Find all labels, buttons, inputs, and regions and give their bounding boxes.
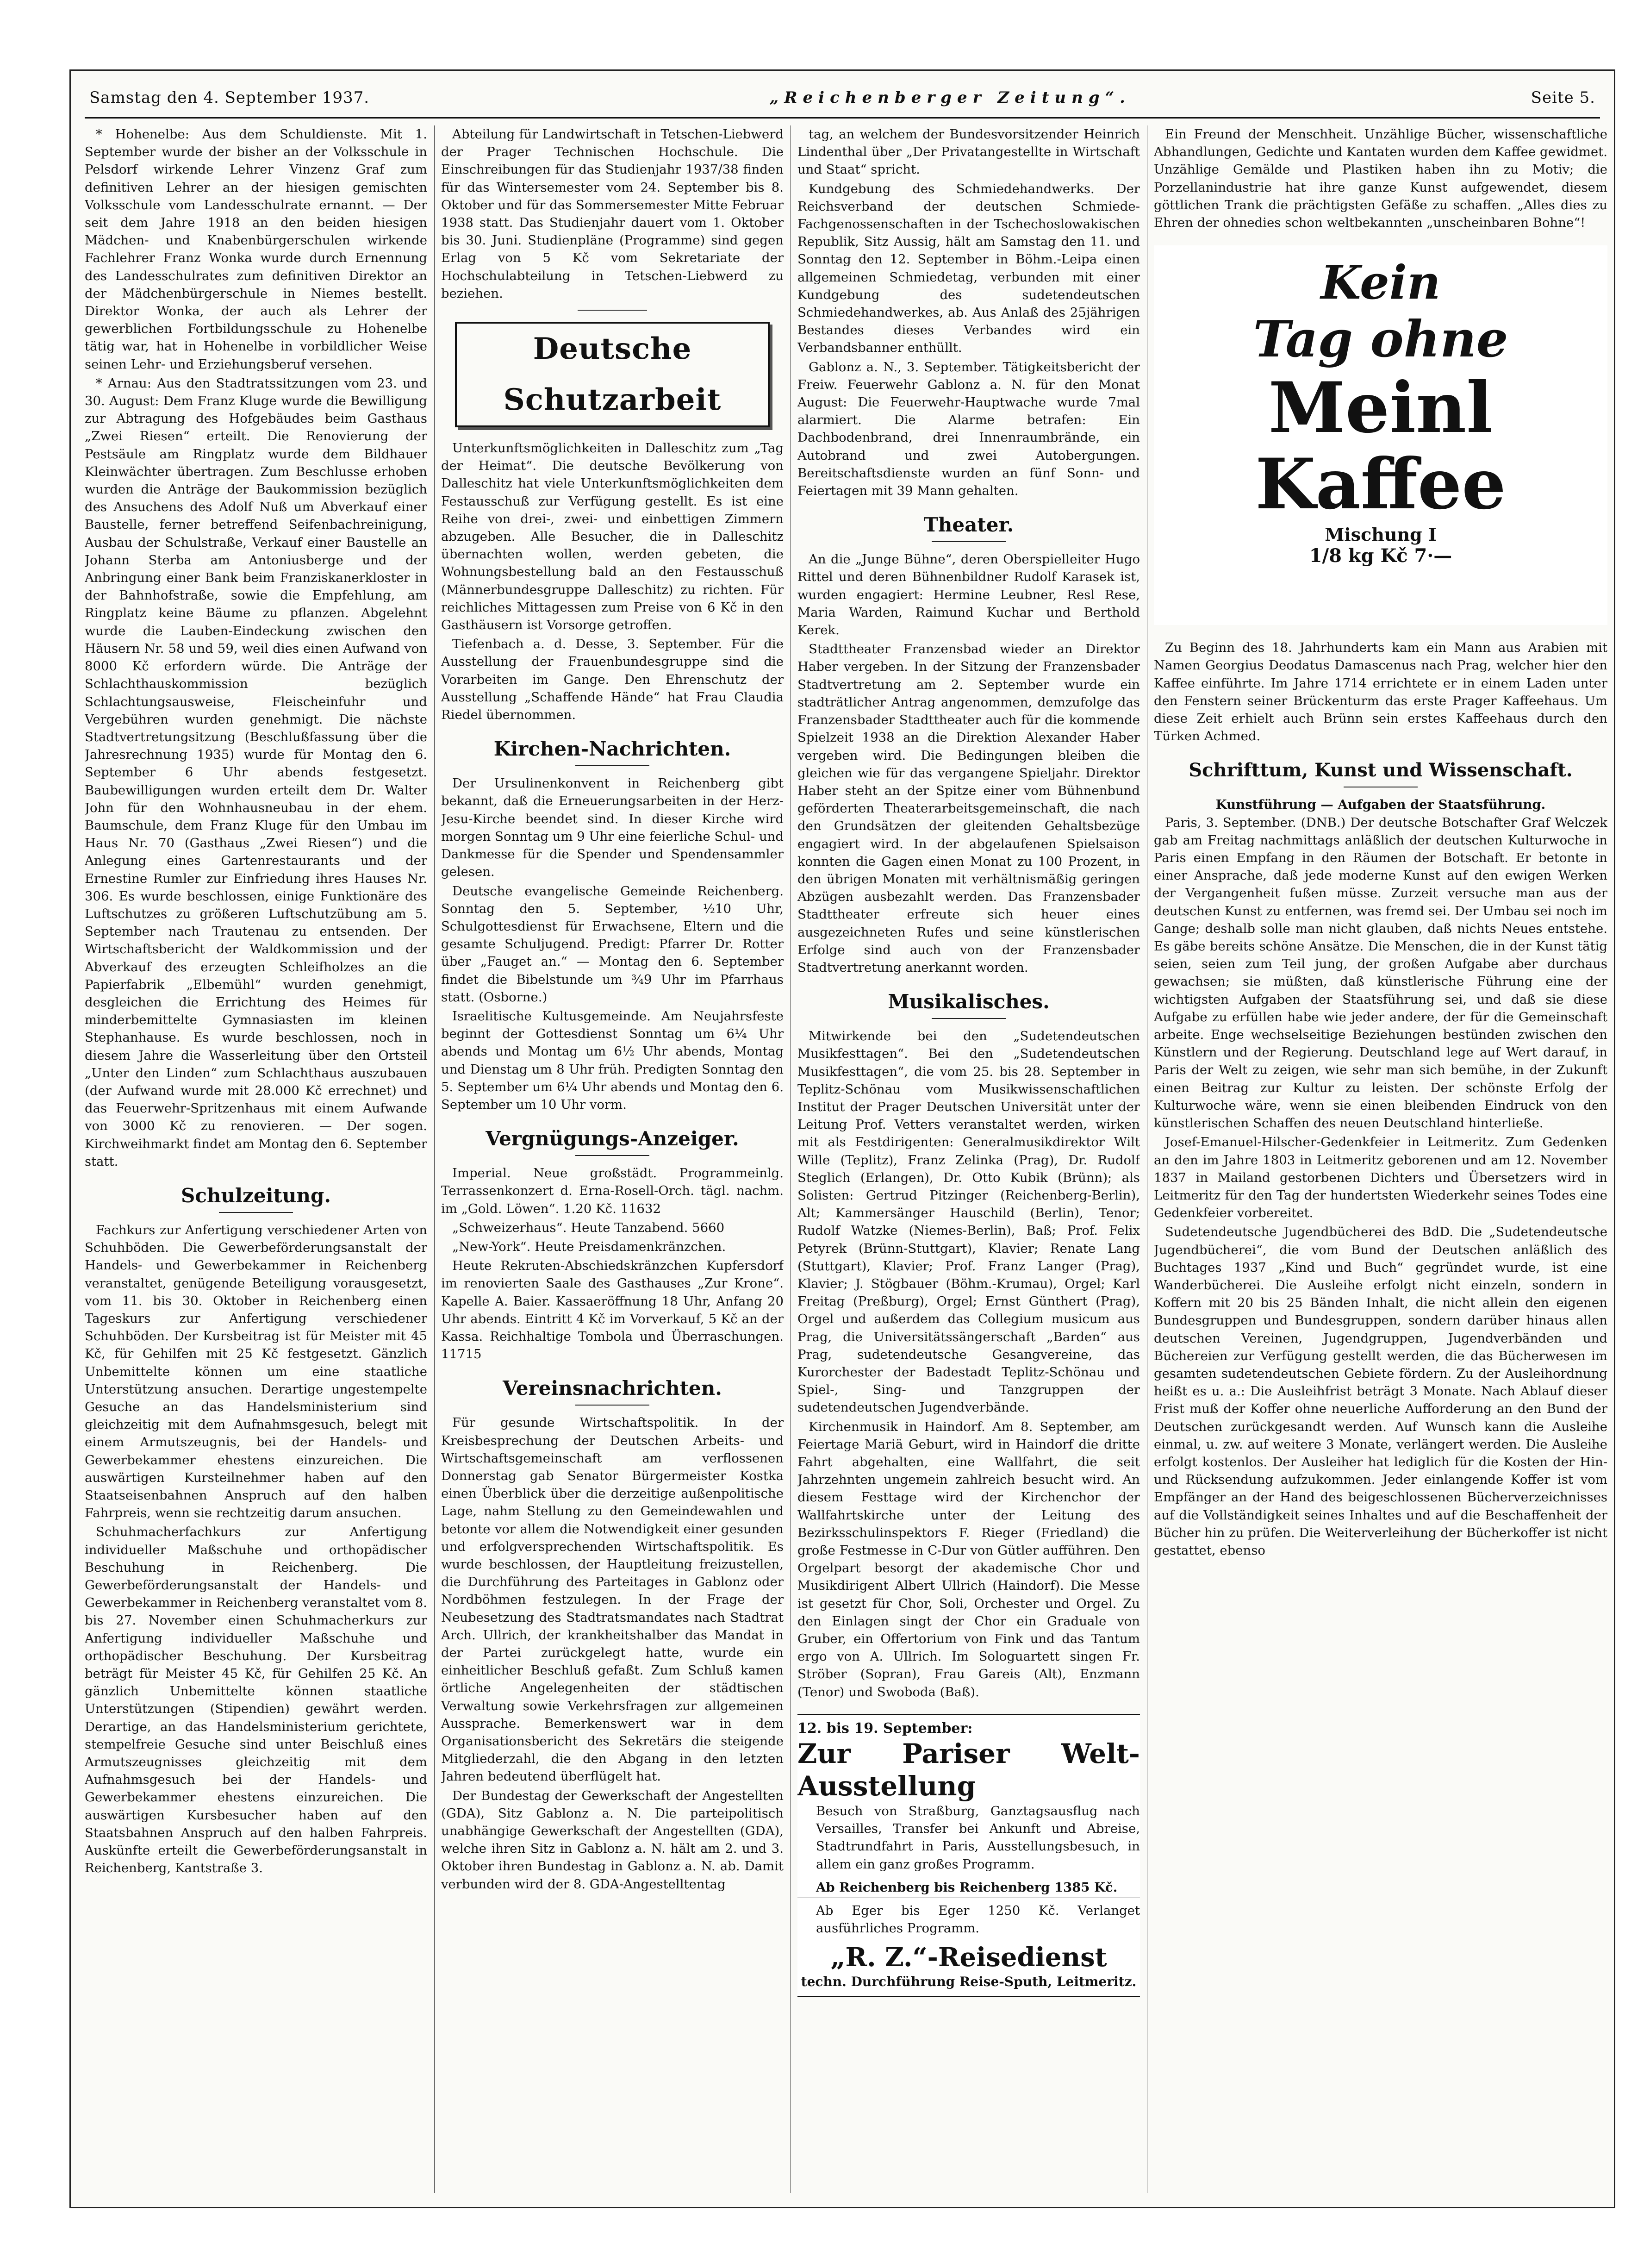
ad-alt-price: Ab Eger bis Eger 1250 Kč. Verlanget ausführliches Programm. — [816, 1903, 1140, 1936]
article-kultusgemeinde: Israelitische Kultusgemeinde. Am Neujahrsfeste beginnt der Gottesdienst Sonntag um 6¼ Uhr abends und Montag um 6½ Uhr abends, Montag und Dienstag um 8 Uhr früh. Predigten Sonntag den 5. September um 6¼ Uhr abends und Montag den 6. September um 10 Uhr vorm. — [441, 1008, 784, 1112]
article-wirtschaftspolitik: Für gesunde Wirtschaftspolitik. In der Kreisbesprechung der Deutschen Arbeits- und Wirtschaftsgemeinschaft am verflossenen Donnerstag gab Senator Bürgermeister Kostka einen Überblick über die derzeitige außenpolitische Lage, nahm Stellung zu den Gemeindewahlen und betonte vor allem die Notwendigkeit einer gesunden und erfolgversprechenden Wirtschaftspolitik. Es wurde beschlossen, der Hauptleitung freizustellen, die Durchführung des Parteitages in Gablonz oder Nordböhmen festzulegen. In der Frage der Neubesetzung des Stadtratsmandates nach Stadtrat Arch. Ullrich, der krankheitshalber das Mandat in der Partei zurückgelegt hatte, wurde ein einheitlicher Beschluß gefaßt. Zum Schluß kamen örtliche Angelegenheiten der städtischen Verwaltung sowie Verkehrsfragen zur allgemeinen Aussprache. Bemerkenswert war in dem Organisationsbericht des Sekretärs die steigende Mitgliederzahl, die den Abgang in den letzten Jahren bedeutend überflügelt hat. — [441, 1415, 784, 1784]
page-number: Seite 5. — [1531, 88, 1595, 107]
article-paris-kulturwoche: Paris, 3. September. (DNB.) Der deutsche Botschafter Graf Welczek gab am Freitag nachmittags anläßlich der deutschen Kulturwoche in Paris einen Empfang in den Räumen der Botschaft. Er betonte in einer Ansprache, daß jede moderne Kunst auf den ewigen Werken der Vergangenheit fußen müsse. Zurzeit versuche man aus der deutschen Kunst zu entfernen, was fremd sei. Der Umbau sei noch im Gange; deshalb solle man nicht glauben, daß nichts Neues entstehe. Es gäbe bereits schöne Ansätze. Die Menschen, die in der Kunst tätig seien, seien zum Teil jung, der großen Aufgabe aber durchaus gewachsen; sie müßten, daß künstlerische Führung eine der wichtigsten Aufgaben der Staatsführung sei, und daß sie diese Aufgabe zu erfüllen habe wie jeder andere, der für die Gemeinschaft arbeite. Enge wechselseitige Beziehungen bestünden zwischen den Künstlern und der Regierung. Deutschland lege auf Wert darauf, in Paris der Welt zu zeigen, wie sehr man sich bemühe, in der Zukunft einen Beitrag zur Kultur zu leisten. Der schönste Erfolg der Kulturwoche wäre, wenn sie einen bleibenden Eindruck von den künstlerischen Schaffen des neuen Deutschland hinterließe. — [1154, 815, 1607, 1131]
article-gablonz-feuerwehr: Gablonz a. N., 3. September. Tätigkeitsbericht der Freiw. Feuerwehr Gablonz a. N. für den Monat August: Die Feuerwehr-Hauptwache wurde 7mal alarmiert. Die Alarme betrafen: Ein Dachbodenbrand, drei Innenraumbrände, ein Autobrand und zwei Autobergungen. Bereitschaftsdienste wurden an fünf Sonn- und Feiertagen mit 39 Mann gehalten. — [797, 359, 1140, 499]
article-jugendbuecherei: Sudetendeutsche Jugendbücherei des BdD. Die „Sudetendeutsche Jugendbücherei“, die vom Bund der Deutschen anläßlich des Buchtages 1937 „Kind und Buch“ gegründet wurde, ist eine Wanderbücherei. Die Ausleihe erfolgt nicht einzeln, sondern in Koffern mit 20 bis 25 Bänden Inhalt, die nicht allein den eigenen Bundesgruppen und Bundesgruppen, sondern darüber hinaus allen deutschen Vereinen, Jugendgruppen, Jugendverbänden und Büchereien zur Verfügung gestellt werden, die das Bücherwesen im gesamten sudetendeutschen Gebiete fördern. Zu der Ausleihordnung heißt es u. a.: Die Ausleihfrist beträgt 3 Monate. Nach Ablauf dieser Frist muß der Koffer ohne neuerliche Aufforderung an den Bund der Deutschen zurückgesandt werden. Auf Wunsch kann die Ausleihe einmal, u. zw. auf weitere 3 Monate, verlängert werden. Die Ausleihe erfolgt kostenlos. Der Ausleiher hat lediglich für die Kosten der Hin- und Rücksendung aufzukommen. Jeder einlangende Koffer ist vom Empfänger an der Hand des beigeschlossenen Bücherverzeichnisses auf die Vollständigkeit seines Inhaltes und auf die Beschaffenheit der Bücher hin zu prüfen. Die Weiterverleihung der Bücherkoffer ist nicht gestattet, ebenso — [1154, 1225, 1607, 1558]
separator — [578, 310, 647, 311]
article-dalleschitz: Unterkunftsmöglichkeiten in Dalleschitz zum „Tag der Heimat“. Die deutsche Bevölkerung von Dalleschitz hat viele Unterkunftsmöglichkeiten dem Festausschuß zur Verfügung gestellt. Es ist eine Reihe von drei-, zwei- und einbettigen Zimmern abzugeben. Alle Besucher, die in Dalleschitz übernachten wollen, werden gebeten, die Wohnungsbestellung bald an den Festausschuß (Männerbundesgruppe Dalleschitz) zu richten. Für reichliches Mittagessen zum Preise von 6 Kč in den Gasthäusern ist Vorsorge getroffen. — [441, 441, 784, 633]
advertisement-meinl-kaffee — [1154, 245, 1607, 625]
article-schmiedehandwerk: Kundgebung des Schmiedehandwerks. Der Reichsverband der deutschen Schmiede-Fachgenossenschaften in der Tschechoslowakischen Republik, Sitz Aussig, hält am Samstag den 11. und Sonntag den 12. September in Böhm.-Leipa einen allgemeinen Schmiedetag, verbunden mit einer Kundgebung des sudetendeutschen Schmiedehandwerkes, ab. Aus Anlaß des 25jährigen Bestandes dieses Verbandes wird ein Verbandsbanner enthüllt. — [797, 181, 1140, 356]
article-arnau: * Arnau: Aus den Stadtratssitzungen vom 23. und 30. August: Dem Franz Kluge wurde die Bewilligung zur Abtragung des Hofgebäudes beim Gasthaus „Zwei Riesen“ erteilt. Die Renovierung der Pestsäule am Ringplatz wurde dem Bildhauer Kleinwächter übertragen. Zum Beschlusse erhoben wurden die Anträge der Baukommission bezüglich des Ansuchens des Adolf Nuß um Abverkauf einer Baustelle, ferner betreffend Seifenbachreinigung, Ausbau der Schulstraße, Verkauf einer Baustelle an Johann Sterba am Antoniusberge und der Anbringung einer Bank beim Franziskanerkloster in der Bahnhofstraße, sowie die Empfehlung, am Ringplatz keine Bäume zu pflanzen. Abgelehnt wurde die Lauben-Eindeckung zwischen den Häusern Nr. 58 und 59, weil dies einen Aufwand von 8000 Kč erfordern würde. Die Anträge der Schlachthauskommission bezüglich Schlachtungsausweise, Fleischeinfuhr und Vergebühren wurden genehmigt. Die nächste Stadtvertretungsitzung (Beschlußfassung über die Jahresrechnung 1935) wurde für Montag den 6. September 6 Uhr abends festgesetzt. Baubewilligungen wurden erteilt dem Dr. Walter John für den Wohnhausneubau in der ehem. Baumschule, dem Franz Kluge für den Umbau im Haus Nr. 70 (Gasthaus „Zwei Riesen“) und die Anlegung eines Gartenrestaurants und der Ernestine Rumler zur Einfriedung ihres Hauses Nr. 306. Es wurde beschlossen, einige Funktionäre des Luftschutzes zu größeren Luftschutzübung am 5. September nach Trautenau zu entsenden. Der Wirtschaftsbericht der Waldkommission und der Abverkauf des erzeugten Schleifholzes an die Papierfabrik „Elbemühl“ wurden genehmigt, desgleichen die Errichtung des Heimes für minderbemittelte Gymnasiasten im kleinen Stephanhause. Es wurde beschlossen, noch in diesem Jahre die Wasserleitung über den Ortsteil „Unter den Linden“ zum Schlachthaus auszubauen (der Aufwand wurde mit 28.000 Kč errechnet) und das Feuerwehr-Spritzenhaus mit einem Aufwande von 3000 Kč zu renovieren. — Der sogen. Kirchweihmarkt findet am Montag den 6. September statt. — [85, 375, 427, 1169]
newspaper-page — [69, 69, 1615, 2208]
article-hilscher: Josef-Emanuel-Hilscher-Gedenkfeier in Leitmeritz. Zum Gedenken an den im Jahre 1803 in Leitmeritz geborenen und am 12. November 1837 in Mailand gestorbenen Dichters und Übersetzers wird in Leitmeritz für den Tag der hundertsten Wiederkehr seines Todes eine Gedenkfeier vorbereitet. — [1154, 1135, 1607, 1221]
article-bundestag-gda: Der Bundestag der Gewerkschaft der Angestellten (GDA), Sitz Gablonz a. N. Die parteipolitisch unabhängige Gewerkschaft der Angestellten (GDA), welche ihren Sitz in Gablonz a. N. hält am 2. und 3. Oktober ihren Bundestag in Gablonz a. N. ab. Damit verbunden wird der 8. GDA-Angestelltentag — [441, 1788, 784, 1892]
article-subheading: Kunstführung — Aufgaben der Staatsführung. — [1215, 797, 1546, 812]
newspaper-title: „Reichenberger Zeitung“. — [769, 88, 1131, 107]
section-heading-text: Schulzeitung. — [181, 1184, 331, 1207]
listing-kupfersdorf: Heute Rekruten-Abschiedskränzchen Kupfersdorf im renovierten Saale des Gasthauses „Zur Krone“. Kapelle A. Baier. Kassaeröffnung 18 Uhr, Anfang 20 Uhr abends. Eintritt 4 Kč im Vorverkauf, 5 Kč an der Kassa. Reichhaltige Tombola und Überraschungen. 11715 — [441, 1258, 784, 1362]
section-heading-literature — [1154, 759, 1607, 787]
ad-body: Besuch von Straßburg, Ganztagsausflug nach Versailles, Transfer bei Ankunft und Abreise, Stadtrundfahrt in Paris, Ausstellungsbesuch, in allem ein ganz großes Programm. — [816, 1804, 1140, 1872]
section-heading-clubs — [441, 1377, 784, 1406]
listing-schweizerhaus: „Schweizerhaus“. Heute Tanzabend. 5660 — [452, 1220, 725, 1235]
listing-imperial: Imperial. Neue großstädt. Programmeinlg. Terrassenkonzert d. Erna-Rosell-Orch. tägl. nachm. im „Gold. Löwen“. 1.20 Kč. 11632 — [441, 1166, 784, 1216]
ad-product: Kaffee — [1255, 444, 1506, 525]
article-continuation: tag, an welchem der Bundesvorsitzender Heinrich Lindenthal über „Der Privatangestellte in Wirtschaft und Staat“ spricht. — [797, 127, 1140, 177]
column-1 — [85, 125, 427, 2193]
listing-new-york: „New-York“. Heute Preisdamenkränzchen. — [452, 1239, 726, 1254]
article-fachkurs: Fachkurs zur Anfertigung verschiedener Arten von Schuhböden. Die Gewerbeförderungsanstalt der Handels- und Gewerbekammer in Reichenberg veranstaltet, genügende Beteiligung vorausgesetzt, vom 11. bis 30. Oktober in Reichenberg einen Tageskurs zur Anfertigung verschiedener Schuhböden. Der Kursbeitrag ist für Meister mit 45 Kč, für Gehilfen mit 25 Kč festgesetzt. Gänzlich Unbemittelte können um eine staatliche Unterstützung ansuchen. Derartige ungestempelte Gesuche an das Handelsministerium sind gleichzeitig mit dem Aufnahmsgesuch, belegt mit einem Armutszeugnis, bei der Handels- und Gewerbekammer ehestens einzureichen. Die auswärtigen Kursteilnehmer haben auf den Staatseisenbahnen Anspruch auf den halben Fahrpreis, wenn sie rechtzeitig darum ansuchen. — [85, 1222, 427, 1521]
column-2 — [441, 125, 784, 2193]
section-heading-text: Schrifttum, Kunst und Wissenschaft. — [1189, 759, 1573, 781]
article-kaffee-prag: Zu Beginn des 18. Jahrhunderts kam ein Mann aus Arabien mit Namen Georgius Deodatus Damascenus nach Prag, welcher hier den Kaffee einführte. Im Jahre 1714 errichtete er in einem Laden unter den Fenstern seiner Brückenturm das erste Prager Kaffeehaus. Um diese Zeit erhielt auch Brünn sein erstes Kaffeehaus durch den Türken Achmed. — [1154, 640, 1607, 744]
article-freund-der-menschheit: Ein Freund der Menschheit. Unzählige Bücher, wissenschaftliche Abhandlungen, Gedichte und Kantaten wurden dem Kaffee gewidmet. Unzählige Gemälde und Plastiken haben ihn zu Motiv; die Porzellanindustrie hat ihre ganze Kunst aufgewendet, diesem göttlichen Trank die prächtigsten Gefäße zu schaffen. „Alles dies zu Ehren der ohnedies schon weltbekannten „unscheinbaren Bohne“! — [1154, 127, 1607, 231]
ad-price: 1/8 kg Kč 7·— — [1309, 545, 1452, 567]
ad-line: Tag ohne — [1253, 310, 1508, 369]
article-musikfesttage: Mitwirkende bei den „Sudetendeutschen Musikfesttagen“. Bei den „Sudetendeutschen Musikfesttagen“, die vom 25. bis 28. September in Teplitz-Schönau vom Musikwissenschaftlichen Institut der Prager Deutschen Universität unter der Leitung Prof. Vetters veranstaltet werden, wirken mit als Festdirigenten: Generalmusikdirektor Wilt Wille (Teplitz), Franz Zelinka (Prag), Dr. Rudolf Steglich (Erlangen), Dr. Otto Kubik (Brünn); als Solisten: Gertrud Pitzinger (Reichenberg-Berlin), Alt; Kammersänger Hauschild (Berlin), Tenor; Rudolf Watzke (Niemes-Berlin), Baß; Prof. Felix Petyrek (Brünn-Stuttgart), Klavier; Renate Lang (Stuttgart), Klavier; Prof. Franz Langer (Prag), Klavier; J. Stögbauer (Böhm.-Krumau), Orgel; Karl Freitag (Preßburg), Orgel; Ernst Günthert (Prag), Orgel und außerdem das Collegium musicum aus Prag, die Universitätssängerschaft „Barden“ aus Prag, sudetendeutsche Gesangvereine, das Kurorchester der Badestadt Teplitz-Schönau und Spiel-, Sing- und Tanzgruppen der sudetendeutschen Jugendverbände. — [797, 1029, 1140, 1415]
advertisement-paris-trip — [797, 1714, 1140, 1997]
article-schuhmacherkurs: Schuhmacherfachkurs zur Anfertigung individueller Maßschuhe und orthopädischer Beschuhung in Reichenberg. Die Gewerbeförderungsanstalt der Handels- und Gewerbekammer in Reichenberg veranstaltet vom 8. bis 27. November einen Schuhmacherkurs zur Anfertigung individueller Maßschuhe und orthopädischer Beschuhung. Der Kursbeitrag beträgt für Meister 45 Kč, für Gehilfen 25 Kč. An gänzlich Unbemittelte können staatliche Unterstützungen (Stipendien) gewährt werden. Derartige, an das Handelsministerium gerichtete, stempelfreie Gesuche sind unter Beischluß eines Armutszeugnisses gleichzeitig mit dem Aufnahmsgesuch bei der Handels- und Gewerbekammer ehestens einzureichen. Die auswärtigen Kursbesucher haben auf den Staatsbahnen Anspruch auf den halben Fahrpreis. Auskünfte erteilt die Gewerbeförderungsanstalt in Reichenberg, Kantstraße 3. — [85, 1524, 427, 1876]
column-divider — [434, 125, 435, 2193]
section-heading-text: Vergnügungs-Anzeiger. — [486, 1127, 739, 1150]
article-tetschen-liebwerd: Abteilung für Landwirtschaft in Tetschen-Liebwerd der Prager Technischen Hochschule. Die Einschreibungen für das Studienjahr 1937/38 finden für das Wintersemester vom 24. September bis 8. Oktober und für das Sommersemester Mitte Februar 1938 statt. Das Studienjahr dauert vom 1. Oktober bis 30. Juni. Studienpläne (Programme) sind gegen Erlag von 5 Kč vom Sekretariate der Hochschulabteilung in Tetschen-Liebwerd zu beziehen. — [441, 127, 784, 301]
column-3 — [797, 125, 1140, 2193]
ad-headline: Zur Pariser Welt-Ausstellung — [797, 1738, 1140, 1802]
article-hohenelbe: * Hohenelbe: Aus dem Schuldienste. Mit 1. September wurde der bisher an der Volksschule in Pelsdorf wirkende Lehrer Vinzenz Graf zum definitiven Lehrer an der hiesigen gemischten Volksschule vom Landesschulrate ernannt. — Der seit dem Jahre 1918 an den beiden hiesigen Mädchen- und Knabenbürgerschulen wirkende Fachlehrer Franz Wonka wurde durch Ernennung des Landesschulrates zum definitiven Direktor an der Mädchenbürgerschule in Niemes bestellt. Direktor Wonka, der auch als Lehrer der gewerblichen Fortbildungsschule zu Hohenelbe tätig war, hat in Hohenelbe in vorbildlicher Weise seinen Lehr- und Erziehungsberuf versehen. — [85, 127, 427, 372]
section-heading-text: Theater. — [923, 513, 1014, 537]
article-ursulinenkonvent: Der Ursulinenkonvent in Reichenberg gibt bekannt, daß die Erneuerungsarbeiten in der Herz-Jesu-Kirche beendet sind. In dieser Kirche wird morgen Sonntag um 9 Uhr eine feierliche Schul- und Dankmesse für die Spender und Spendensammler gelesen. — [441, 776, 784, 880]
section-heading-text: Musikalisches. — [888, 990, 1050, 1013]
ad-dates: 12. bis 19. September: — [797, 1720, 973, 1737]
article-franzensbad: Stadttheater Franzensbad wieder an Direktor Haber vergeben. In der Sitzung der Franzensbader Stadtvertretung am 2. September wurde ein stadträtlicher Antrag angenommen, demzufolge das Franzensbader Stadttheater auch für die kommende Spielzeit 1938 an die Direktion Alexander Haber vergeben wird. Die Bedingungen bleiben die gleichen wie für das vergangene Spieljahr. Direktor Haber steht an der Spitze einer vom Bühnenbund geförderten Theaterarbeitsgemeinschaft, die nach den Grundsätzen der gleitenden Gehaltsbezüge engagiert wird. In der abgelaufenen Spielsaison konnten die Gagen einen Monat zu 100 Prozent, in den übrigen Monaten mit verhältnismäßig geringen Abzügen ausbezahlt werden. Das Franzensbader Stadttheater erfreute sich heuer eines ausgezeichneten Rufes und seine künstlerischen Erfolge sind auch von der Franzensbader Stadtvertretung anerkannt worden. — [797, 642, 1140, 975]
section-heading-theater — [797, 513, 1140, 542]
boxed-heading-schutzarbeit: Deutsche Schutzarbeit — [455, 322, 770, 427]
ad-price: Ab Reichenberg bis Reichenberg 1385 Kč. — [797, 1877, 1140, 1898]
section-heading-text: Kirchen-Nachrichten. — [493, 737, 731, 761]
ad-subline: techn. Durchführung Reise-Sputh, Leitmeritz. — [801, 1974, 1137, 1990]
ad-brand: Meinl — [1268, 367, 1493, 449]
ad-line: Kein — [1320, 255, 1441, 310]
article-junge-buehne: An die „Junge Bühne“, deren Oberspielleiter Hugo Rittel und deren Bühnenbildner Rudolf Karasek ist, wurden engagiert: Hermine Leubner, Resl Rese, Maria Warden, Raimund Kuchar und Berthold Kerek. — [797, 552, 1140, 638]
section-heading-school — [85, 1184, 427, 1213]
section-heading-text: Vereinsnachrichten. — [503, 1377, 722, 1400]
article-tiefenbach: Tiefenbach a. d. Desse, 3. September. Für die Ausstellung der Frauenbundesgruppe sind die Vorarbeiten im Gange. Den Ehrenschutz der Ausstellung „Schaffende Hände“ hat Frau Claudia Riedel übernommen. — [441, 637, 784, 723]
section-heading-music — [797, 990, 1140, 1019]
article-evangelische-gemeinde: Deutsche evangelische Gemeinde Reichenberg. Sonntag den 5. September, ½10 Uhr, Schulgottesdienst für Erwachsene, Eltern und die gesamte Schuljugend. Predigt: Pfarrer Dr. Rotter über „Fauget an.“ — Montag den 6. September findet die Bibelstunde um ¾9 Uhr im Pfarrhaus statt. (Osborne.) — [441, 883, 784, 1005]
article-haindorf: Kirchenmusik in Haindorf. Am 8. September, am Feiertage Mariä Geburt, wird in Haindorf die dritte Fahrt abgehalten, eine Wallfahrt, die seit Jahrzehnten ungemein zahlreich besucht wird. An diesem Festtage wird der Kirchenchor der Wallfahrtskirche unter der Leitung des Bezirksschulinspektors F. Rieger (Friedland) die große Festmesse in C-Dur von Gütler aufführen. Den Orgelpart besorgt der akademische Chor und Musikdirigent Albert Ullrich (Haindorf). Die Messe ist gesetzt für Chor, Soli, Orchester und Orgel. Zu den Einlagen singt der Chor ein Graduale von Gruber, ein Offertorium von Fink und das Tantum ergo von A. Ullrich. Im Sologuartett singen Fr. Ströber (Sopran), Frau Gareis (Alt), Enzmann (Tenor) und Swoboda (Baß). — [797, 1419, 1140, 1699]
header-rule — [85, 117, 1600, 119]
ad-blend: Mischung I — [1325, 524, 1437, 545]
issue-date: Samstag den 4. September 1937. — [89, 88, 370, 107]
column-4 — [1154, 125, 1607, 2193]
section-heading-entertainment — [441, 1127, 784, 1156]
masthead — [89, 84, 1595, 112]
section-heading-church — [441, 737, 784, 766]
ad-firm: „R. Z.“-Reisedienst — [830, 1942, 1107, 1973]
